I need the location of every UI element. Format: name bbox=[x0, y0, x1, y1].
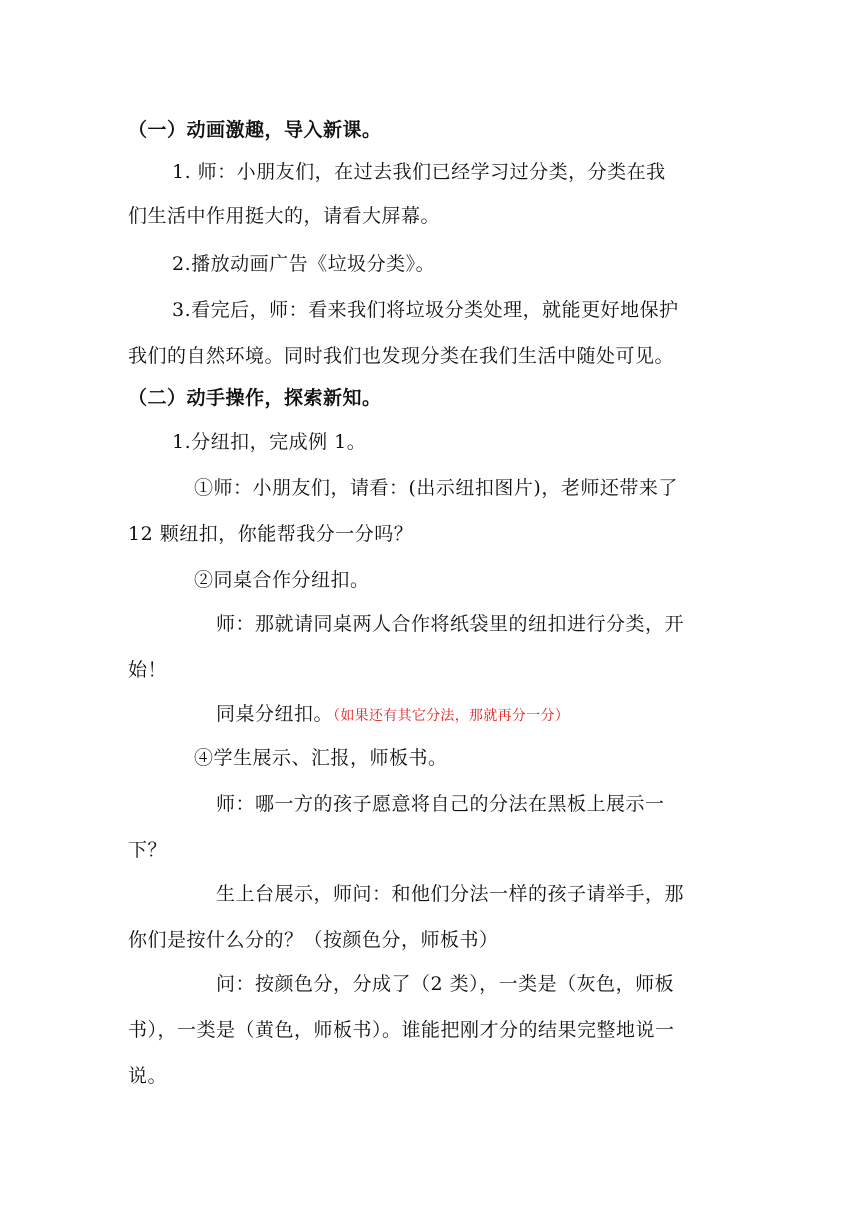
paragraph-1-line-2: 们生活中作用挺大的，请看大屏幕。 bbox=[128, 205, 441, 227]
paragraph-5-line-1: ①师：小朋友们，请看：(出示纽扣图片)，老师还带来了 bbox=[194, 477, 678, 499]
paragraph-10-line-2: 下？ bbox=[128, 839, 168, 861]
paragraph-4: 1.分纽扣，完成例 1。 bbox=[172, 431, 367, 453]
paragraph-12-line-2: 书），一类是（黄色，师板书）。谁能把刚才分的结果完整地说一 bbox=[128, 1019, 675, 1041]
section-heading-2: （二）动手操作，探索新知。 bbox=[128, 387, 382, 409]
paragraph-7-line-1: 师：那就请同桌两人合作将纸袋里的纽扣进行分类，开 bbox=[216, 613, 685, 635]
paragraph-8-main: 同桌分纽扣。 bbox=[216, 703, 334, 725]
paragraph-8 bbox=[216, 702, 569, 728]
paragraph-3-line-1: 3.看完后，师：看来我们将垃圾分类处理，就能更好地保护 bbox=[172, 299, 679, 321]
paragraph-12-line-3: 说。 bbox=[128, 1065, 168, 1087]
paragraph-6: ②同桌合作分纽扣。 bbox=[194, 569, 370, 591]
paragraph-5-line-2: 12 颗纽扣，你能帮我分一分吗？ bbox=[128, 523, 414, 545]
paragraph-9: ④学生展示、汇报，师板书。 bbox=[194, 747, 448, 769]
paragraph-2: 2.播放动画广告《垃圾分类》。 bbox=[172, 253, 436, 275]
paragraph-8-red-note: （如果还有其它分法，那就再分一分） bbox=[333, 708, 570, 724]
paragraph-12-line-1: 问：按颜色分，分成了（2 类），一类是（灰色，师板 bbox=[216, 973, 675, 995]
paragraph-10-line-1: 师：哪一方的孩子愿意将自己的分法在黑板上展示一 bbox=[216, 793, 665, 815]
paragraph-7-line-2: 始！ bbox=[128, 659, 168, 681]
section-heading-1: （一）动画激趣，导入新课。 bbox=[128, 119, 382, 141]
paragraph-1-line-1: 1. 师：小朋友们，在过去我们已经学习过分类，分类在我 bbox=[172, 161, 666, 183]
paragraph-11-line-1: 生上台展示，师问：和他们分法一样的孩子请举手，那 bbox=[216, 883, 685, 905]
paragraph-3-line-2: 我们的自然环境。同时我们也发现分类在我们生活中随处可见。 bbox=[128, 345, 675, 367]
paragraph-11-line-2: 你们是按什么分的？（按颜色分，师板书） bbox=[128, 929, 499, 951]
